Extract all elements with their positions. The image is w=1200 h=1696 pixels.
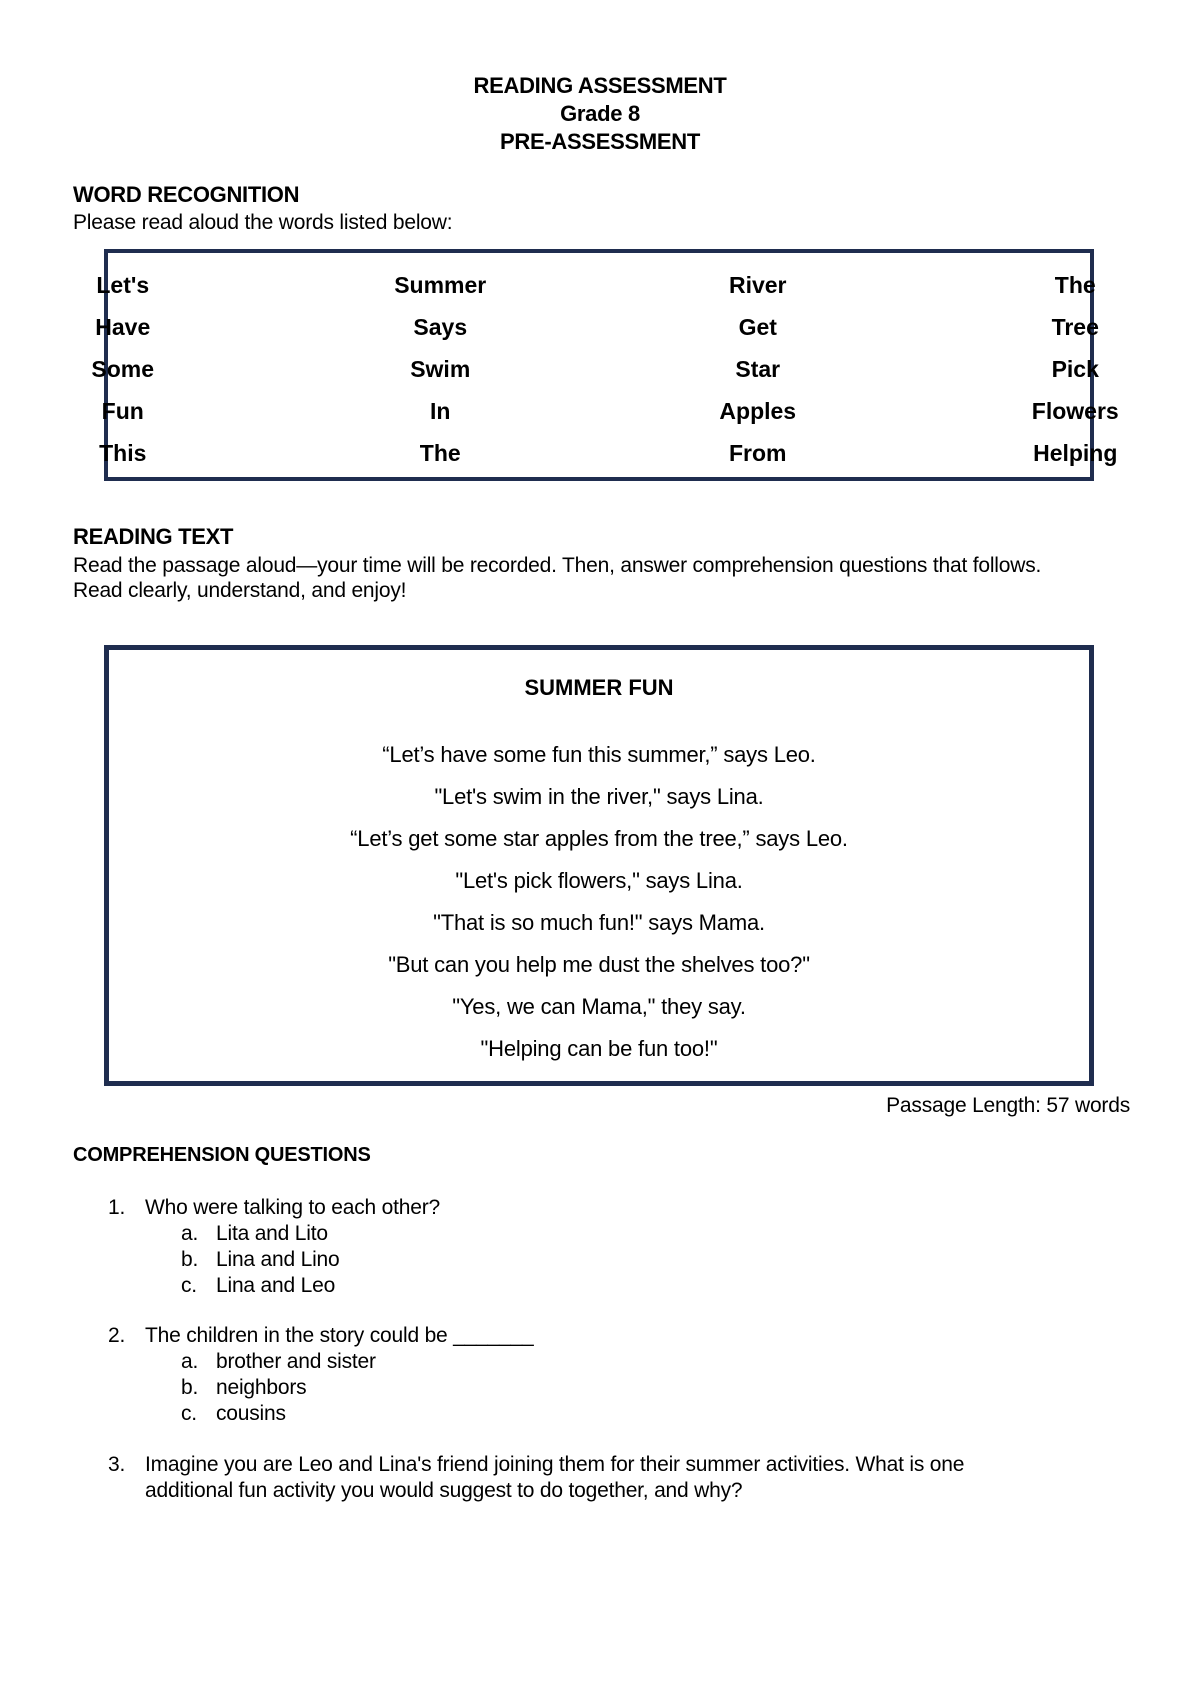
choice-item — [181, 1375, 1068, 1401]
word-cell: Have — [95, 313, 151, 340]
choice-item — [181, 1401, 1068, 1427]
word-cell: In — [430, 397, 451, 424]
word-cell: Some — [91, 355, 155, 382]
choice-letter: b. — [181, 1376, 199, 1399]
choice-text: Lita and Lito — [216, 1222, 328, 1245]
question-3 — [108, 1452, 1068, 1504]
word-cell: The — [1054, 271, 1096, 298]
choice-item — [181, 1247, 1068, 1273]
word-grid — [91, 264, 1119, 474]
header-subtitle: PRE-ASSESSMENT — [500, 129, 700, 154]
passage-box — [104, 645, 1094, 1086]
word-cell: Helping — [1033, 439, 1118, 466]
choice-letter: a. — [181, 1222, 199, 1245]
word-cell: River — [728, 271, 787, 298]
reading-text-title: READING TEXT — [73, 524, 234, 549]
passage-title: SUMMER FUN — [524, 675, 674, 700]
passage-text — [109, 734, 1089, 1070]
choice-item — [181, 1273, 1068, 1299]
passage-line: "That is so much fun!" says Mama. — [433, 910, 765, 935]
header-grade: Grade 8 — [560, 101, 640, 126]
word-list-box — [91, 249, 1119, 481]
word-cell: Apples — [719, 397, 797, 424]
choice-list — [181, 1349, 1068, 1427]
choice-letter: c. — [181, 1274, 197, 1297]
choice-letter: b. — [181, 1248, 199, 1271]
passage-line: “Let’s get some star apples from the tree,” says Leo. — [350, 826, 848, 851]
document-header — [0, 72, 1200, 156]
word-cell: Swim — [410, 355, 471, 382]
choice-text: Lina and Leo — [216, 1274, 336, 1297]
passage-length: Passage Length: 57 words — [886, 1094, 1130, 1117]
question-number: 2. — [108, 1324, 126, 1347]
word-recognition-instruction: Please read aloud the words listed below: — [73, 211, 453, 234]
word-recognition-title: WORD RECOGNITION — [73, 182, 300, 207]
reading-text-instruction-1: Read the passage aloud—your time will be recorded. Then, answer comprehension questions that follows. — [73, 554, 1042, 577]
question-text: Imagine you are Leo and Lina's friend joining them for their summer activities. What is one additional fun activity you would suggest to do together, and why? — [145, 1453, 965, 1502]
reading-text-instruction-2: Read clearly, understand, and enjoy! — [73, 579, 407, 602]
passage-line: "Let's pick flowers," says Lina. — [455, 868, 743, 893]
question-number: 1. — [108, 1196, 126, 1219]
choice-text: cousins — [216, 1402, 286, 1425]
word-cell: Star — [735, 355, 781, 382]
word-cell: Summer — [394, 271, 487, 298]
passage-line: "But can you help me dust the shelves too?" — [388, 952, 810, 977]
word-cell: Fun — [101, 397, 144, 424]
question-number: 3. — [108, 1453, 126, 1476]
choice-list — [181, 1221, 1068, 1299]
choice-item — [181, 1221, 1068, 1247]
question-text: Who were talking to each other? — [145, 1196, 440, 1219]
passage-line: "Helping can be fun too!" — [480, 1036, 718, 1061]
question-text: The children in the story could be _______ — [145, 1324, 534, 1347]
word-cell: This — [99, 439, 147, 466]
word-cell: Flowers — [1031, 397, 1119, 424]
passage-line: “Let’s have some fun this summer,” says Leo. — [382, 742, 816, 767]
word-cell: Says — [413, 313, 468, 340]
word-cell: Tree — [1051, 313, 1099, 340]
choice-text: neighbors — [216, 1376, 307, 1399]
choice-item — [181, 1349, 1068, 1375]
word-cell: Let's — [96, 271, 150, 298]
header-title: READING ASSESSMENT — [473, 73, 727, 98]
question-2 — [108, 1323, 1068, 1427]
choice-letter: a. — [181, 1350, 199, 1373]
word-cell: Get — [738, 313, 777, 340]
word-cell: The — [419, 439, 461, 466]
question-1 — [108, 1195, 1068, 1299]
choice-text: brother and sister — [216, 1350, 376, 1373]
word-cell: From — [729, 439, 787, 466]
choice-text: Lina and Lino — [216, 1248, 340, 1271]
comprehension-questions-title: COMPREHENSION QUESTIONS — [73, 1144, 371, 1166]
passage-line: "Yes, we can Mama," they say. — [452, 994, 746, 1019]
word-cell: Pick — [1051, 355, 1099, 382]
passage-line: "Let's swim in the river," says Lina. — [434, 784, 764, 809]
choice-letter: c. — [181, 1402, 197, 1425]
